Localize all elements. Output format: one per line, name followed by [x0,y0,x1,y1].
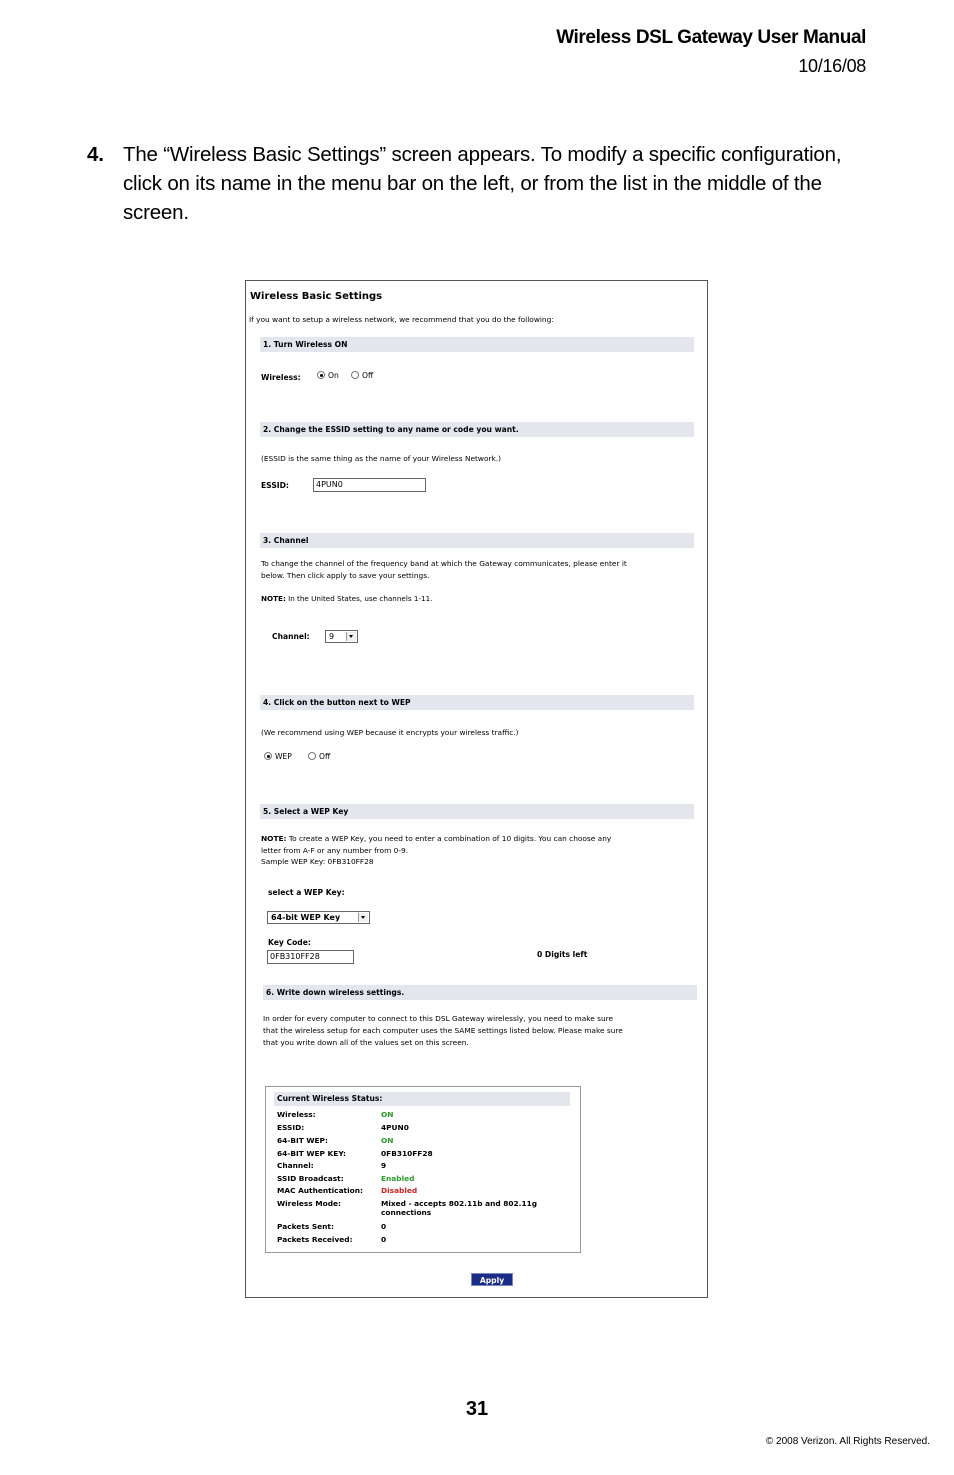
status-value: 9 [381,1161,387,1170]
current-wireless-status [265,1086,581,1253]
status-value: 0 [381,1235,387,1244]
manual-date: 10/16/08 [798,56,866,76]
page-number: 31 [465,1398,489,1420]
status-value: 0 [381,1222,387,1231]
wireless-off-radio[interactable] [351,371,373,380]
status-value: 4PUN0 [381,1123,409,1132]
status-key: Packets Sent: [277,1222,334,1231]
wep-off-radio[interactable] [308,752,330,761]
status-heading: Current Wireless Status: [274,1092,570,1106]
wireless-off-label: Off [362,371,374,380]
wep-key-note-label: NOTE: [261,834,287,843]
section-2-heading-post: setting to any name or code you want. [350,425,519,434]
wep-key-note-line2: letter from A-F or any number from 0-9. [261,846,409,855]
status-key: MAC Authentication: [277,1186,363,1195]
status-key: 64-BIT WEP KEY: [277,1149,346,1158]
status-key: Channel: [277,1161,314,1170]
wireless-on-radio[interactable] [317,371,339,380]
wep-off-label: Off [319,752,331,761]
channel-select[interactable] [325,630,358,643]
essid-label: ESSID: [261,481,289,490]
channel-select-value: 9 [329,632,335,641]
status-key: ESSID: [277,1123,305,1132]
section-2-heading-bold: ESSID [325,425,351,434]
status-value: Disabled [381,1186,418,1195]
wireless-basic-settings-screenshot [245,280,708,1298]
essid-note: (ESSID is the same thing as the name of your Wireless Network.) [261,454,502,463]
wep-key-note-text: To create a WEP Key, you need to enter a combination of 10 digits. You can choose any [286,834,612,843]
status-key: Wireless Mode: [277,1199,341,1208]
section-5-heading: 5. Select a WEP Key [260,804,694,819]
key-code-input[interactable]: 0FB310FF28 [267,950,354,964]
write-down-line2: that the wireless setup for each computer uses the SAME settings listed below. Please make sure [263,1026,623,1035]
section-6-heading: 6. Write down wireless settings. [263,985,697,1000]
apply-button[interactable]: Apply [471,1273,513,1286]
status-key: 64-BIT WEP: [277,1136,328,1145]
status-key: SSID Broadcast: [277,1174,344,1183]
step-instruction [87,140,877,227]
copyright: © 2008 Verizon. All Rights Reserved. [765,1436,930,1447]
channel-note [261,594,432,603]
step-text: The “Wireless Basic Settings” screen appears. To modify a specific configuration, click on its name in the menu bar on the left, or from the list in the middle of the screen. [123,143,842,224]
screen-title: Wireless Basic Settings [250,291,383,302]
section-2-heading [260,422,694,437]
manual-title: Wireless DSL Gateway User Manual [556,27,866,48]
channel-note-text: In the United States, use channels 1-11. [285,594,433,603]
wep-key-select[interactable] [267,911,370,924]
chevron-down-icon [358,913,368,922]
wep-on-radio[interactable] [264,752,292,761]
write-down-line3: that you write down all of the values set on this screen. [263,1038,469,1047]
wep-note: (We recommend using WEP because it encrypts your wireless traffic.) [261,728,519,737]
channel-text-line1: To change the channel of the frequency band at which the Gateway communicates, please enter it [261,559,627,568]
radio-selected-icon [264,752,272,760]
channel-label: Channel: [272,632,310,641]
channel-text-line2: below. Then click apply to save your settings. [261,571,430,580]
radio-unselected-icon [351,371,359,379]
wireless-label: Wireless: [261,373,301,382]
status-value: ON [381,1110,394,1119]
status-value: ON [381,1136,394,1145]
status-key: Wireless: [277,1110,316,1119]
digits-left: 0 Digits left [537,950,588,959]
sample-wep-key: Sample WEP Key: 0FB310FF28 [261,857,374,866]
wep-key-select-label: select a WEP Key: [268,888,345,897]
key-code-label: Key Code: [268,938,311,947]
wireless-on-label: On [328,371,339,380]
screen-intro: If you want to setup a wireless network, we recommend that you do the following: [249,315,554,324]
section-2-heading-pre: 2. Change the [263,425,326,434]
status-key: Packets Received: [277,1235,353,1244]
write-down-line1: In order for every computer to connect to this DSL Gateway wirelessly, you need to make sure [263,1014,614,1023]
essid-input[interactable]: 4PUN0 [313,478,426,492]
channel-note-label: NOTE: [261,594,286,603]
chevron-down-icon [346,632,356,641]
section-3-heading: 3. Channel [260,533,694,548]
wep-on-label: WEP [275,752,292,761]
status-value: 0FB310FF28 [381,1149,433,1158]
step-number: 4. [87,143,104,166]
section-1-heading: 1. Turn Wireless ON [260,337,694,352]
radio-unselected-icon [308,752,316,760]
wep-key-select-value: 64-bit WEP Key [271,913,341,922]
section-4-heading: 4. Click on the button next to WEP [260,695,694,710]
wep-key-note-line1 [261,834,611,843]
status-value: Mixed - accepts 802.11b and 802.11g connections [381,1199,538,1217]
status-value: Enabled [381,1174,415,1183]
radio-selected-icon [317,371,325,379]
